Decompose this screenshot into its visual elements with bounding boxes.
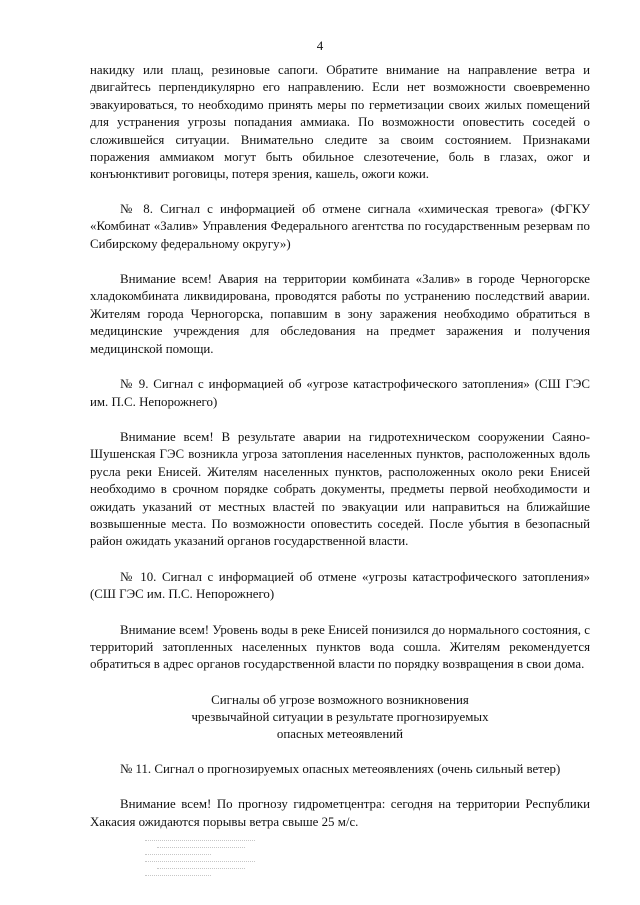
section-heading-line-2: чрезвычайной ситуации в результате прогнозируемых	[191, 709, 489, 724]
section-heading	[90, 692, 590, 743]
signal-11-title: № 11. Сигнал о прогнозируемых опасных метеоявлениях (очень сильный ветер)	[120, 761, 561, 776]
paragraph-ammonia-precautions: накидку или плащ, резиновые сапоги. Обратите внимание на направление ветра и двигайтесь перпендикулярно его направлению. Если нет возможности своевременно эвакуироваться, то необходимо принять меры по герметизации своих жилых помещений для устранения угрозы попадания аммиака. По возможности оповестить соседей о сложившейся ситуации. Внимательно следите за своим состоянием. Признаками поражения аммиаком могут быть обильное слезотечение, боль в глазах, ожог и конъюнктивит роговицы, потеря зрения, кашель, ожоги кожи.	[90, 63, 590, 182]
signal-10-text: Внимание всем! Уровень воды в реке Енисей понизился до нормального состояния, с территорий затопленных населенных пунктов вода сошла. Жителям рекомендуется обратиться в адрес органов государственной власти по порядку возвращения в свои дома.	[90, 622, 590, 672]
signal-9-title: № 9. Сигнал с информацией об «угрозе катастрофического затопления» (СШ ГЭС им. П.С. Непорожнего)	[90, 377, 590, 409]
section-heading-line-3: опасных метеоявлений	[276, 726, 404, 741]
signal-11-text: Внимание всем! По прогнозу гидрометцентра: сегодня на территории Республики Хакасия ожидаются порывы ветра свыше 25 м/с.	[90, 797, 590, 829]
signal-8-title: № 8. Сигнал с информацией об отмене сигнала «химическая тревога» (ФГКУ «Комбинат «Залив» Управления Федерального агентства по государственным резервам по Сибирскому федеральному округу»)	[90, 201, 590, 251]
section-heading-line-1: Сигналы об угрозе возможного возникновения	[211, 692, 469, 707]
page-number: 4	[316, 38, 324, 53]
signal-9-text: Внимание всем! В результате аварии на гидротехническом сооружении Саяно-Шушенская ГЭС возникла угроза затопления населенных пунктов, расположенных вдоль русла реки Енисей. Жителям населенных пунктов, расположенных около реки Енисей необходимо в срочном порядке собрать документы, предметы первой необходимости и ожидать указаний от местных властей по эвакуации или направиться на ближайшие возвышенные места. По возможности оповестить соседей. После убытия в безопасный район ожидать указаний органов государственной власти.	[90, 429, 590, 549]
signal-10-title: № 10. Сигнал с информацией об отмене «угрозы катастрофического затопления» (СШ ГЭС им. П.С. Непорожнего)	[90, 569, 590, 602]
signal-8-text: Внимание всем! Авария на территории комбината «Залив» в городе Черногорске хладокомбината ликвидирована, проводятся работы по устранению последствий аварии. Жителям города Черногорска, попавшим в зону заражения необходимо обратиться в медицинские учреждения для обследования на предмет заражения и получения медицинской помощи.	[90, 272, 590, 356]
faint-stamp-mark	[145, 835, 255, 887]
document-body	[90, 62, 590, 831]
